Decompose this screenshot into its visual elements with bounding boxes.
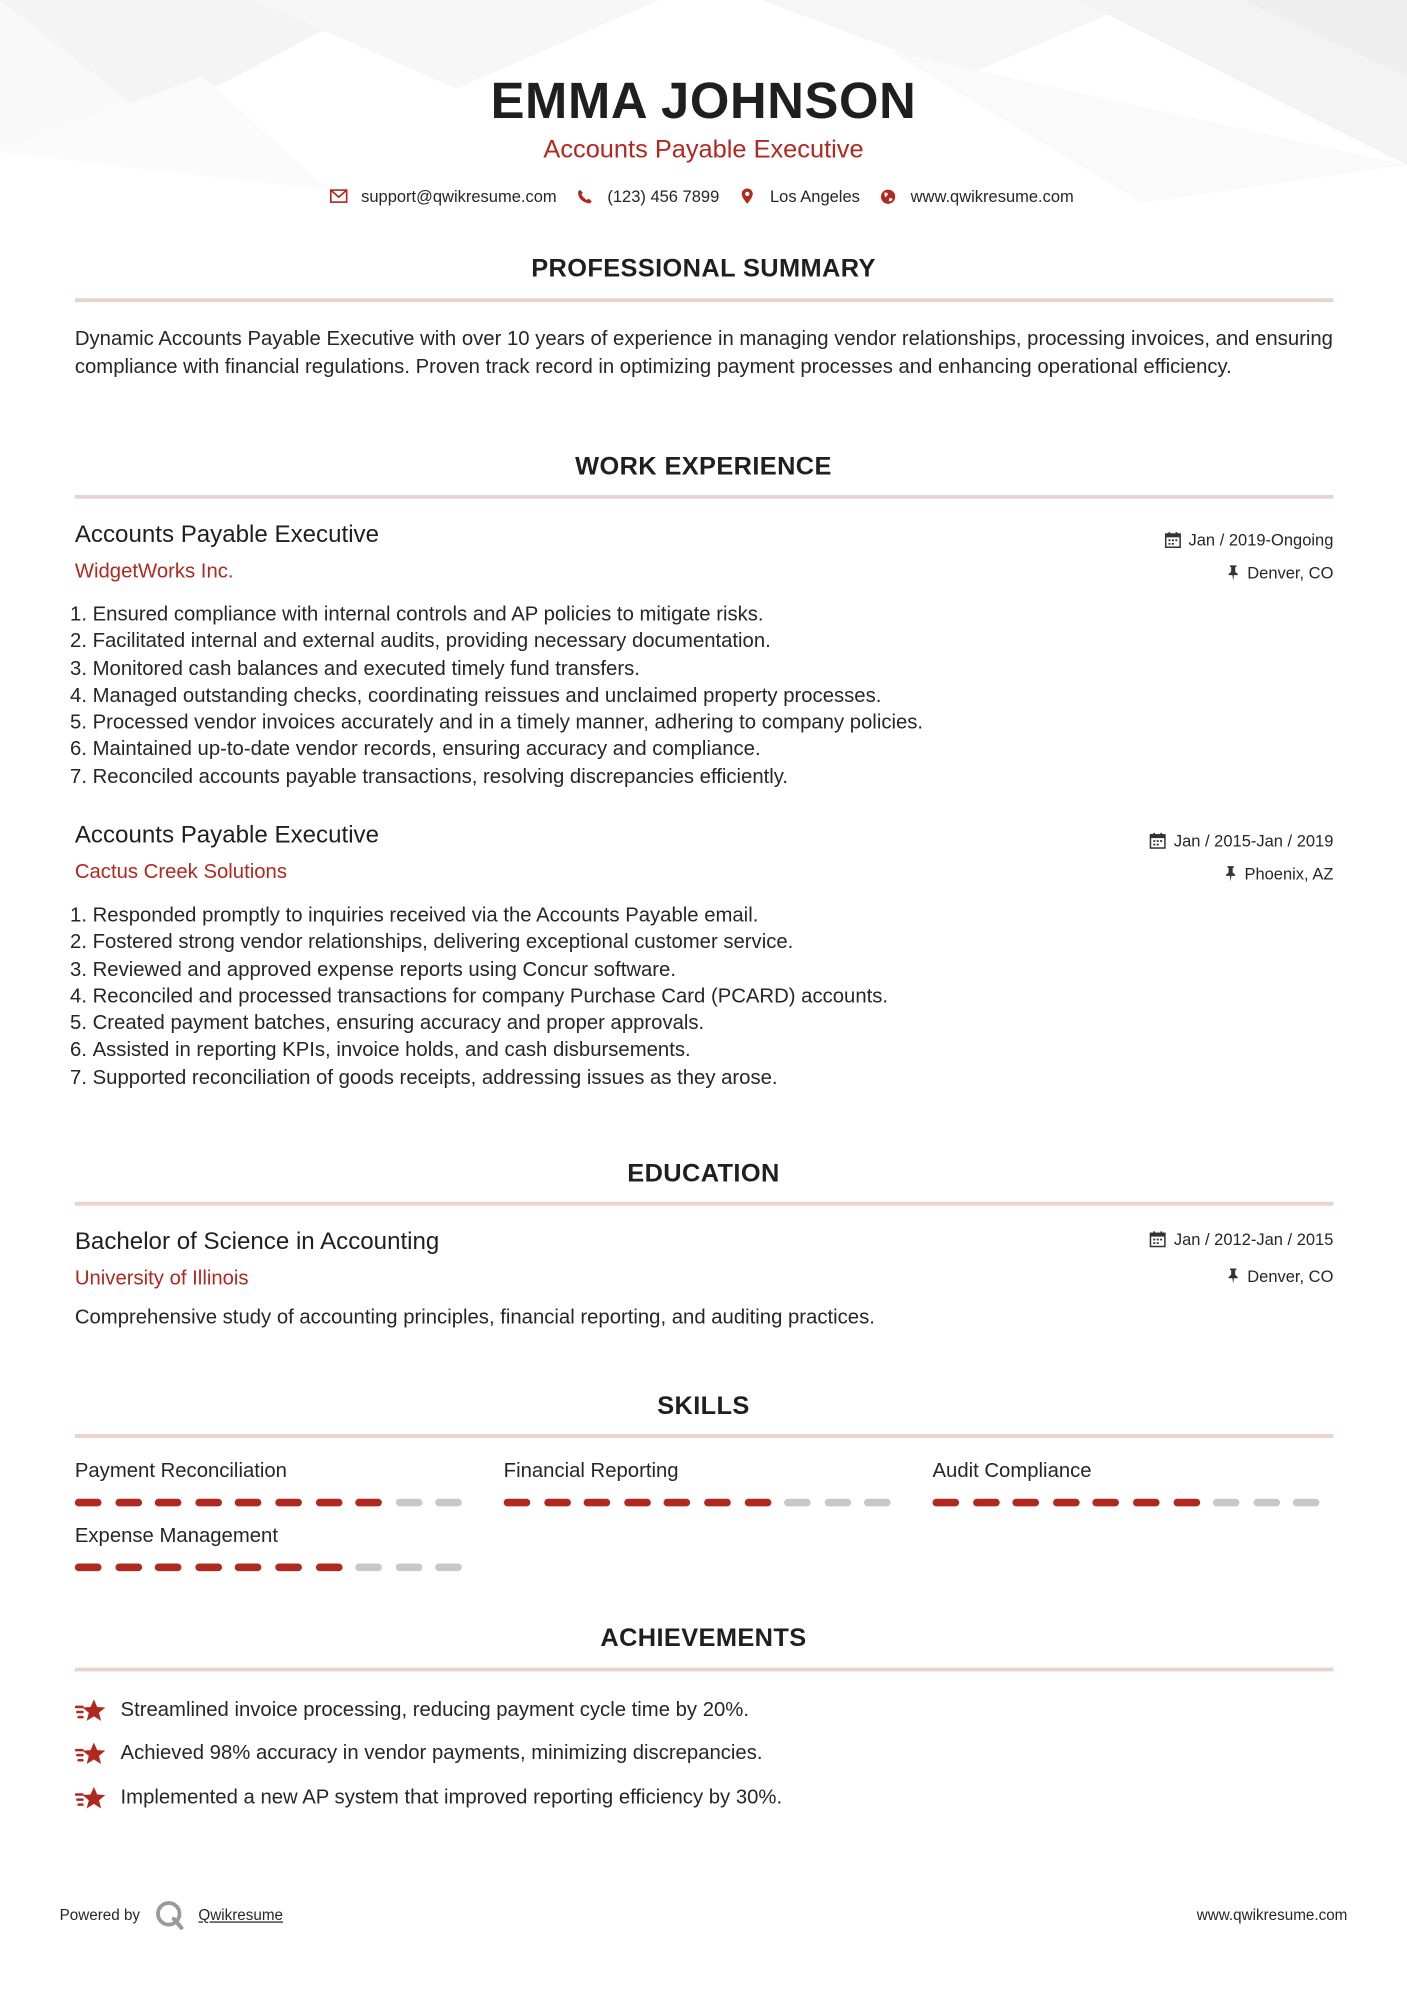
skill-level-dot-filled: [584, 1499, 611, 1507]
achievement-item: [75, 1697, 749, 1725]
skill-level-dot-empty: [784, 1499, 811, 1507]
skill-level-dot-filled: [932, 1499, 959, 1507]
pin-icon: [1227, 565, 1240, 581]
skill-level-meter: [932, 1499, 1333, 1507]
skill-name: Expense Management: [74, 1525, 278, 1548]
skill-level-dot-empty: [355, 1564, 382, 1572]
calendar-icon: [1150, 833, 1166, 849]
experience-heading: WORK EXPERIENCE: [575, 453, 832, 481]
skill-item: [75, 1461, 476, 1507]
skill-item: [932, 1461, 1333, 1507]
job-bullet: 1. Responded promptly to inquiries received via the Accounts Payable email.: [93, 902, 888, 929]
skill-level-dot-empty: [864, 1499, 891, 1507]
job-bullet: 5. Created payment batches, ensuring accuracy and proper approvals.: [93, 1010, 888, 1037]
skill-level-dot-filled: [1093, 1499, 1120, 1507]
job-company: Cactus Creek Solutions: [74, 861, 287, 884]
achievement-item: [75, 1740, 763, 1768]
skill-level-meter: [504, 1499, 905, 1507]
calendar-icon: [1150, 1231, 1166, 1247]
skill-item: [504, 1461, 905, 1507]
job-bullet: 3. Monitored cash balances and executed timely fund transfers.: [93, 656, 923, 683]
skill-level-dot-empty: [396, 1564, 423, 1572]
education-location: [1227, 1267, 1333, 1286]
job-bullets: [72, 902, 888, 1091]
skill-level-dot-filled: [355, 1499, 382, 1507]
skill-level-dot-filled: [75, 1499, 102, 1507]
achievement-text: Streamlined invoice processing, reducing payment cycle time by 20%.: [120, 1699, 749, 1721]
skill-level-dot-filled: [315, 1499, 342, 1507]
job-bullet: 6. Maintained up-to-date vendor records, ensuring accuracy and compliance.: [93, 737, 923, 764]
phone-icon: [574, 188, 594, 203]
job-bullet: 3. Reviewed and approved expense reports using Concur software.: [93, 956, 888, 983]
summary-text: Dynamic Accounts Payable Executive with over 10 years of experience in managing vendor relationships, processing invoices, and ensuring compliance with financial regulations. Proven track record in optimizing payment processes and enhancing operational efficiency.: [74, 328, 1333, 378]
job-bullet: 6. Assisted in reporting KPIs, invoice holds, and cash disbursements.: [93, 1037, 888, 1064]
achievement-text: Achieved 98% accuracy in vendor payments, minimizing discrepancies.: [120, 1742, 763, 1765]
star-achievement-icon: [75, 1740, 108, 1768]
contact-phone[interactable]: [574, 187, 719, 206]
skills-divider: [75, 1434, 1334, 1438]
skill-name: Audit Compliance: [932, 1460, 1092, 1483]
skill-level-dot-filled: [1053, 1499, 1080, 1507]
skills-heading: SKILLS: [657, 1392, 750, 1421]
skill-level-dot-filled: [155, 1564, 182, 1572]
education-dates: [1150, 1230, 1334, 1249]
contact-bar: [0, 187, 1407, 206]
job-location: [1227, 563, 1333, 582]
job-bullet: 4. Reconciled and processed transactions for company Purchase Card (PCARD) accounts.: [93, 983, 888, 1010]
skill-level-dot-filled: [1013, 1499, 1040, 1507]
school-name: University of Illinois: [74, 1267, 249, 1290]
education-divider: [75, 1202, 1334, 1206]
skill-level-dot-filled: [275, 1564, 302, 1572]
email-text: support@qwikresume.com: [361, 186, 557, 206]
footer-powered-by: [60, 1900, 283, 1930]
achievements-heading: ACHIEVEMENTS: [600, 1624, 807, 1653]
skill-level-dot-filled: [75, 1564, 102, 1572]
skill-level-dot-filled: [1173, 1499, 1200, 1507]
job-bullet: 2. Facilitated internal and external audits, providing necessary documentation.: [93, 629, 923, 656]
skill-level-meter: [75, 1564, 476, 1572]
skill-level-dot-empty: [436, 1499, 463, 1507]
job-company: WidgetWorks Inc.: [74, 560, 234, 583]
skill-level-dot-filled: [664, 1499, 691, 1507]
job-bullet: 4. Managed outstanding checks, coordinating reissues and unclaimed property processes.: [93, 683, 923, 710]
job-bullet: 5. Processed vendor invoices accurately and in a timely manner, adhering to company policies.: [93, 710, 923, 737]
map-marker-icon: [737, 188, 757, 204]
job-dates-text: Jan / 2019-Ongoing: [1188, 530, 1334, 550]
skill-level-dot-empty: [824, 1499, 851, 1507]
education-location-text: Denver, CO: [1247, 1266, 1334, 1286]
job-bullets: [72, 602, 923, 791]
skill-level-dot-empty: [1253, 1499, 1280, 1507]
footer-website[interactable]: www.qwikresume.com: [1196, 1906, 1348, 1924]
skill-level-dot-filled: [115, 1499, 142, 1507]
qwikresume-link[interactable]: Qwikresume: [198, 1906, 283, 1924]
achievements-divider: [75, 1668, 1334, 1672]
job-title: Accounts Payable Executive: [74, 521, 380, 549]
skill-level-dot-filled: [544, 1499, 571, 1507]
contact-website[interactable]: [878, 187, 1074, 206]
skill-level-dot-filled: [315, 1564, 342, 1572]
job-bullet: 2. Fostered strong vendor relationships, delivering exceptional customer service.: [93, 929, 888, 956]
education-dates-text: Jan / 2012-Jan / 2015: [1173, 1229, 1334, 1249]
website-text: www.qwikresume.com: [910, 186, 1074, 206]
qwikresume-logo-icon: [155, 1900, 185, 1930]
job-location: [1224, 864, 1333, 883]
star-achievement-icon: [75, 1784, 108, 1812]
job-bullet: 7. Reconciled accounts payable transactions, resolving discrepancies efficiently.: [93, 764, 923, 791]
skill-level-dot-filled: [115, 1564, 142, 1572]
calendar-icon: [1164, 532, 1180, 548]
star-achievement-icon: [75, 1697, 108, 1725]
achievement-item: [75, 1784, 782, 1812]
contact-location: [737, 187, 860, 206]
job-bullet: 7. Supported reconciliation of goods receipts, addressing issues as they arose.: [93, 1064, 888, 1091]
contact-email[interactable]: [328, 187, 556, 206]
skill-name: Payment Reconciliation: [74, 1460, 287, 1483]
candidate-name: EMMA JOHNSON: [490, 73, 917, 130]
skill-level-dot-filled: [155, 1499, 182, 1507]
skill-level-dot-empty: [1213, 1499, 1240, 1507]
location-text: Los Angeles: [770, 186, 860, 206]
summary-divider: [75, 298, 1334, 302]
education-heading: EDUCATION: [627, 1159, 780, 1188]
skill-level-dot-empty: [1293, 1499, 1320, 1507]
pin-icon: [1224, 866, 1237, 882]
skill-item: [75, 1525, 476, 1571]
job-dates-text: Jan / 2015-Jan / 2019: [1173, 831, 1334, 851]
skill-level-dot-filled: [624, 1499, 651, 1507]
skill-level-dot-filled: [704, 1499, 731, 1507]
job-dates: [1164, 530, 1333, 549]
globe-icon: [878, 188, 898, 203]
candidate-title: Accounts Payable Executive: [543, 135, 864, 164]
degree-title: Bachelor of Science in Accounting: [74, 1228, 440, 1256]
envelope-icon: [328, 189, 348, 203]
skill-level-meter: [75, 1499, 476, 1507]
skill-level-dot-filled: [235, 1564, 262, 1572]
job-location-text: Denver, CO: [1247, 563, 1334, 583]
skill-level-dot-filled: [235, 1499, 262, 1507]
job-bullet: 1. Ensured compliance with internal controls and AP policies to mitigate risks.: [93, 602, 923, 629]
skill-name: Financial Reporting: [503, 1460, 679, 1483]
skill-level-dot-filled: [504, 1499, 531, 1507]
education-description: Comprehensive study of accounting principles, financial reporting, and auditing practices.: [74, 1307, 875, 1329]
summary-heading: PROFESSIONAL SUMMARY: [531, 255, 876, 284]
skill-level-dot-filled: [973, 1499, 1000, 1507]
phone-text: (123) 456 7899: [607, 186, 720, 206]
job-title: Accounts Payable Executive: [74, 822, 380, 850]
skill-level-dot-filled: [195, 1564, 222, 1572]
skill-level-dot-filled: [744, 1499, 771, 1507]
skill-level-dot-empty: [396, 1499, 423, 1507]
powered-by-label: Powered by: [59, 1906, 141, 1924]
skill-level-dot-filled: [275, 1499, 302, 1507]
job-location-text: Phoenix, AZ: [1244, 864, 1334, 884]
skill-level-dot-filled: [195, 1499, 222, 1507]
skill-level-dot-filled: [1133, 1499, 1160, 1507]
achievement-text: Implemented a new AP system that improved reporting efficiency by 30%.: [120, 1786, 783, 1809]
experience-divider: [75, 495, 1334, 499]
pin-icon: [1227, 1268, 1240, 1284]
job-dates: [1150, 831, 1334, 850]
skill-level-dot-empty: [436, 1564, 463, 1572]
